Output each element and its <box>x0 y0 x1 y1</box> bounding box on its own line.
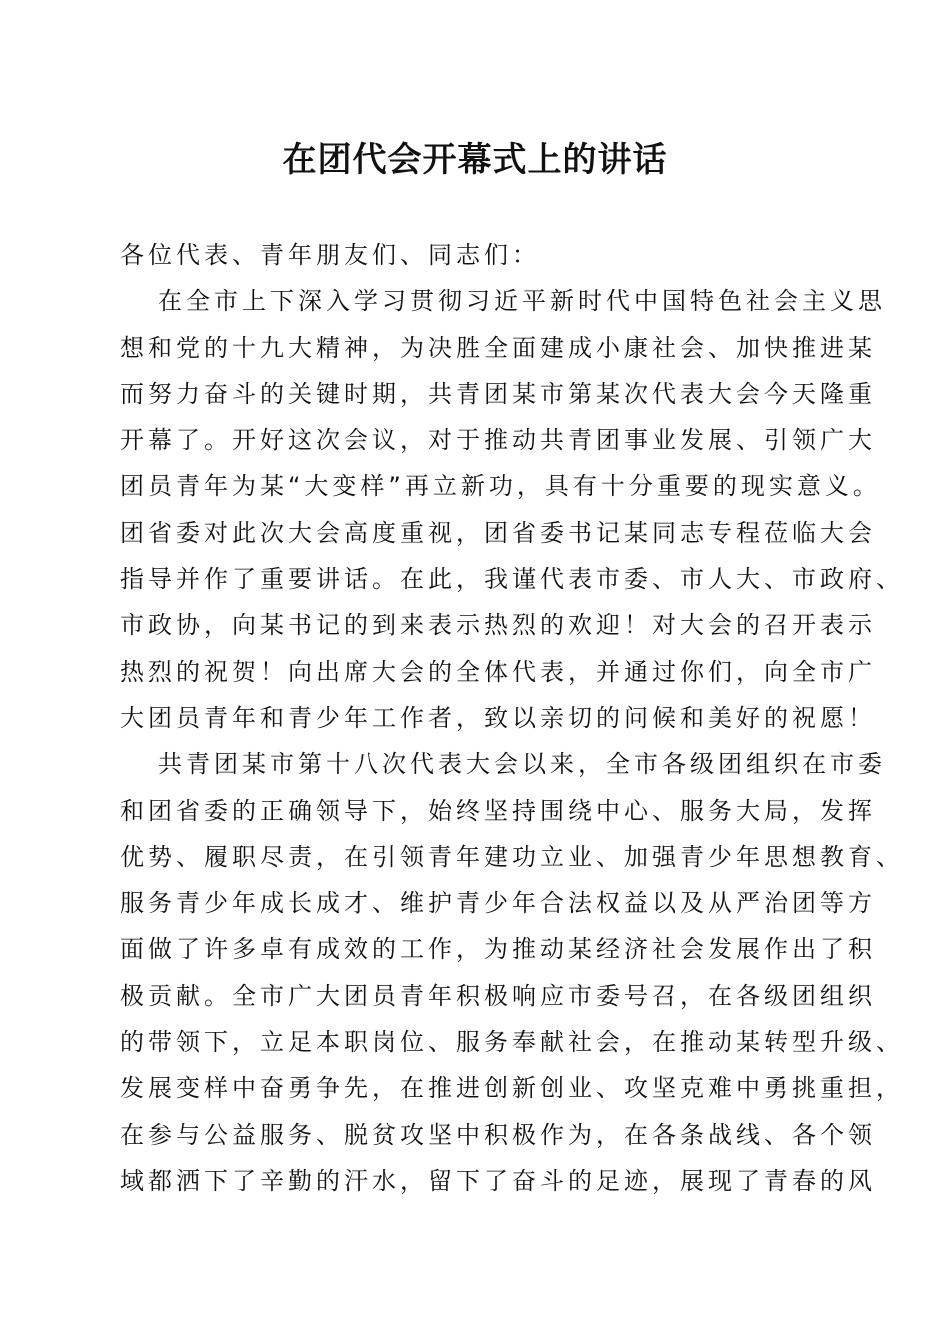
salutation-line: 各位代表、青年朋友们、同志们： <box>120 241 540 269</box>
paragraph-line: 指导并作了重要讲话。在此，我谨代表市委、市人大、市政府、 <box>120 565 904 594</box>
paragraph-line: 服务青少年成长成才、维护青少年合法权益以及从严治团等方 <box>120 889 876 918</box>
paragraph-line: 域都洒下了辛勤的汗水，留下了奋斗的足迹，展现了青春的风 <box>120 1166 876 1195</box>
document-body <box>120 232 904 1204</box>
paragraph-line: 而努力奋斗的关键时期，共青团某市第某次代表大会今天隆重 <box>120 379 876 408</box>
paragraph-line: 开幕了。开好这次会议，对于推动共青团事业发展、引领广大 <box>120 426 876 455</box>
document-title: 在团代会开幕式上的讲话 <box>282 140 668 180</box>
paragraph-line: 发展变样中奋勇争先，在推进创新创业、攻坚克难中勇挑重担， <box>120 1074 904 1103</box>
paragraph-line: 的带领下，立足本职岗位、服务奉献社会，在推动某转型升级、 <box>120 1028 904 1057</box>
paragraph-line: 极贡献。全市广大团员青年积极响应市委号召，在各级团组织 <box>120 981 876 1010</box>
paragraph-line: 在参与公益服务、脱贫攻坚中积极作为，在各条战线、各个领 <box>120 1120 876 1149</box>
paragraph-line: 优势、履职尽责，在引领青年建功立业、加强青少年思想教育、 <box>120 842 904 871</box>
paragraph-line: 在全市上下深入学习贯彻习近平新时代中国特色社会主义思 <box>158 287 886 316</box>
paragraph-line: 热烈的祝贺！向出席大会的全体代表，并通过你们，向全市广 <box>120 657 876 686</box>
paragraph-line: 共青团某市第十八次代表大会以来，全市各级团组织在市委 <box>158 750 886 779</box>
paragraph-line: 团员青年为某“大变样”再立新功，具有十分重要的现实意义。 <box>120 472 881 501</box>
paragraph-line: 面做了许多卓有成效的工作，为推动某经济社会发展作出了积 <box>120 935 876 964</box>
paragraph-line: 团省委对此次大会高度重视，团省委书记某同志专程莅临大会 <box>120 518 876 547</box>
paragraph-line: 市政协，向某书记的到来表示热烈的欢迎！对大会的召开表示 <box>120 611 876 640</box>
paragraph-line: 想和党的十九大精神，为决胜全面建成小康社会、加快推进某 <box>120 333 876 362</box>
paragraph-line: 和团省委的正确领导下，始终坚持围绕中心、服务大局，发挥 <box>120 796 876 825</box>
paragraph-line: 大团员青年和青少年工作者，致以亲切的问候和美好的祝愿！ <box>120 703 876 732</box>
